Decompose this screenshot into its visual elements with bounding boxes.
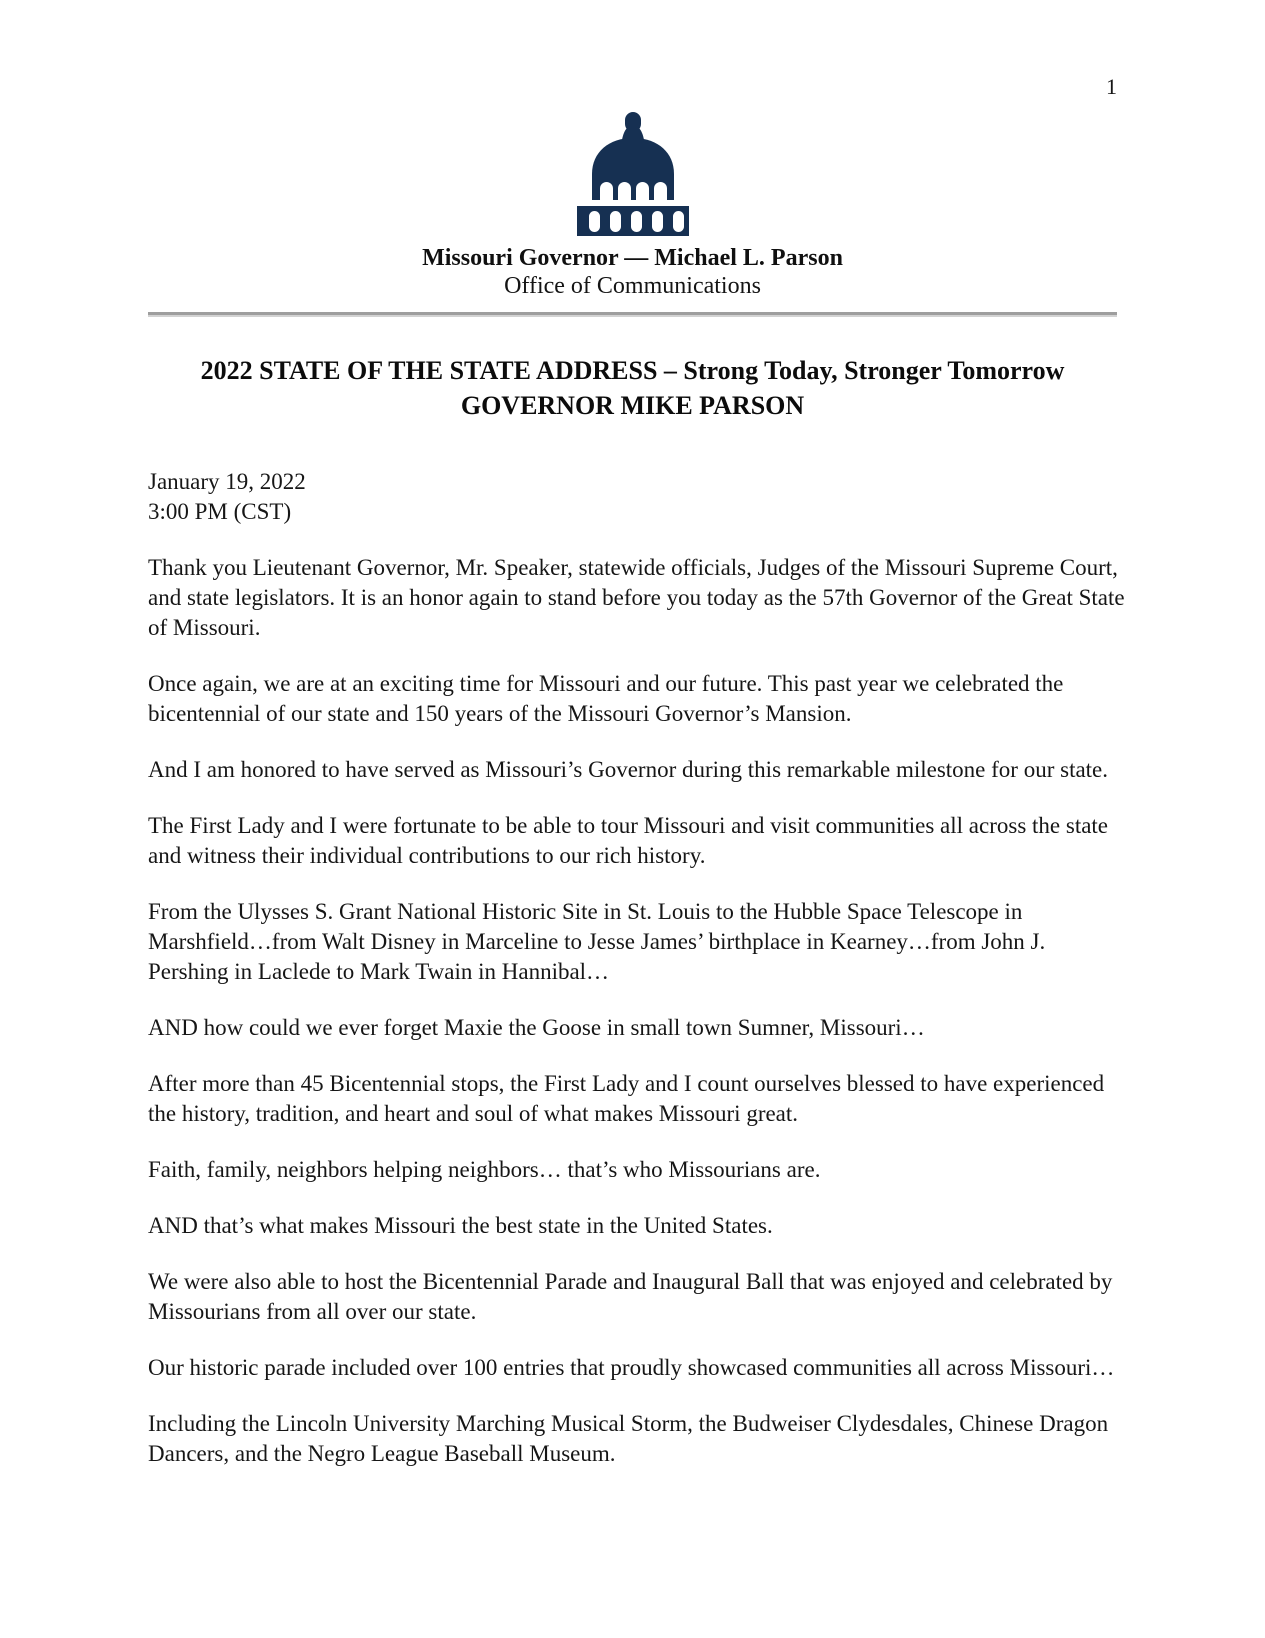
paragraph-line: We were also able to host the Bicentennial Parade and Inaugural Ball that was enjoyed and celebrated by <box>148 1269 1113 1294</box>
paragraph <box>148 1069 1117 1129</box>
paragraph-line: Once again, we are at an exciting time for Missouri and our future. This past year we celebrated the <box>148 671 1064 696</box>
paragraph-line: After more than 45 Bicentennial stops, the First Lady and I count ourselves blessed to have experienced <box>148 1071 1105 1096</box>
paragraph-line: and state legislators. It is an honor again to stand before you today as the 57th Governor of the Great State <box>148 585 1125 610</box>
paragraph <box>148 553 1125 643</box>
paragraph <box>148 897 1117 987</box>
paragraph <box>148 755 1117 785</box>
paragraph <box>148 1353 1117 1383</box>
paragraph-line: And I am honored to have served as Missouri’s Governor during this remarkable milestone for our state. <box>148 757 1109 782</box>
paragraph-line: Thank you Lieutenant Governor, Mr. Speaker, statewide officials, Judges of the Missouri Supreme Court, <box>148 555 1118 580</box>
paragraph-line: Faith, family, neighbors helping neighbors… that’s who Missourians are. <box>148 1157 821 1182</box>
paragraph-line: Marshfield…from Walt Disney in Marceline to Jesse James’ birthplace in Kearney…from John J. <box>148 929 1046 954</box>
divider <box>148 312 1117 317</box>
doc-title-line-1: 2022 STATE OF THE STATE ADDRESS – Strong Today, Stronger Tomorrow <box>200 356 1065 385</box>
paragraph-line: Including the Lincoln University Marching Musical Storm, the Budweiser Clydesdales, Chinese Dragon <box>148 1411 1109 1436</box>
paragraph <box>148 1155 1117 1185</box>
doc-title-line-2: GOVERNOR MIKE PARSON <box>460 391 805 420</box>
org-dept: Office of Communications <box>504 273 761 299</box>
paragraph-line: Missourians from all over our state. <box>148 1299 477 1324</box>
time-line: 3:00 PM (CST) <box>148 499 292 524</box>
paragraph-line: bicentennial of our state and 150 years of the Missouri Governor’s Mansion. <box>148 701 852 726</box>
paragraph <box>148 1013 1117 1043</box>
paragraph <box>148 669 1117 729</box>
paragraph <box>148 811 1117 871</box>
paragraph <box>148 1211 1117 1241</box>
page-number: 1 <box>1106 74 1117 99</box>
document-body <box>148 467 1125 1469</box>
paragraph <box>148 1267 1117 1327</box>
paragraph-line: the history, tradition, and heart and soul of what makes Missouri great. <box>148 1101 799 1126</box>
paragraph-line: and witness their individual contributions to our rich history. <box>148 843 706 868</box>
org-name: Missouri Governor — Michael L. Parson <box>422 245 843 271</box>
capitol-dome-icon <box>577 110 689 236</box>
paragraph-line: From the Ulysses S. Grant National Historic Site in St. Louis to the Hubble Space Telescope in <box>148 899 1023 924</box>
paragraph-line: AND that’s what makes Missouri the best state in the United States. <box>148 1213 773 1238</box>
paragraph-line: AND how could we ever forget Maxie the Goose in small town Sumner, Missouri… <box>148 1015 925 1040</box>
doc-title <box>0 353 1265 423</box>
date-time-block <box>148 467 1117 527</box>
paragraph-line: of Missouri. <box>148 615 261 640</box>
paragraph-line: The First Lady and I were fortunate to be able to tour Missouri and visit communities all across the state <box>148 813 1109 838</box>
paragraph-line: Pershing in Laclede to Mark Twain in Hannibal… <box>148 959 610 984</box>
paragraph-line: Dancers, and the Negro League Baseball Museum. <box>148 1441 616 1466</box>
date-line: January 19, 2022 <box>148 469 306 494</box>
letterhead <box>0 0 1265 300</box>
paragraph-line: Our historic parade included over 100 entries that proudly showcased communities all across Missouri… <box>148 1355 1115 1380</box>
paragraph <box>148 1409 1117 1469</box>
